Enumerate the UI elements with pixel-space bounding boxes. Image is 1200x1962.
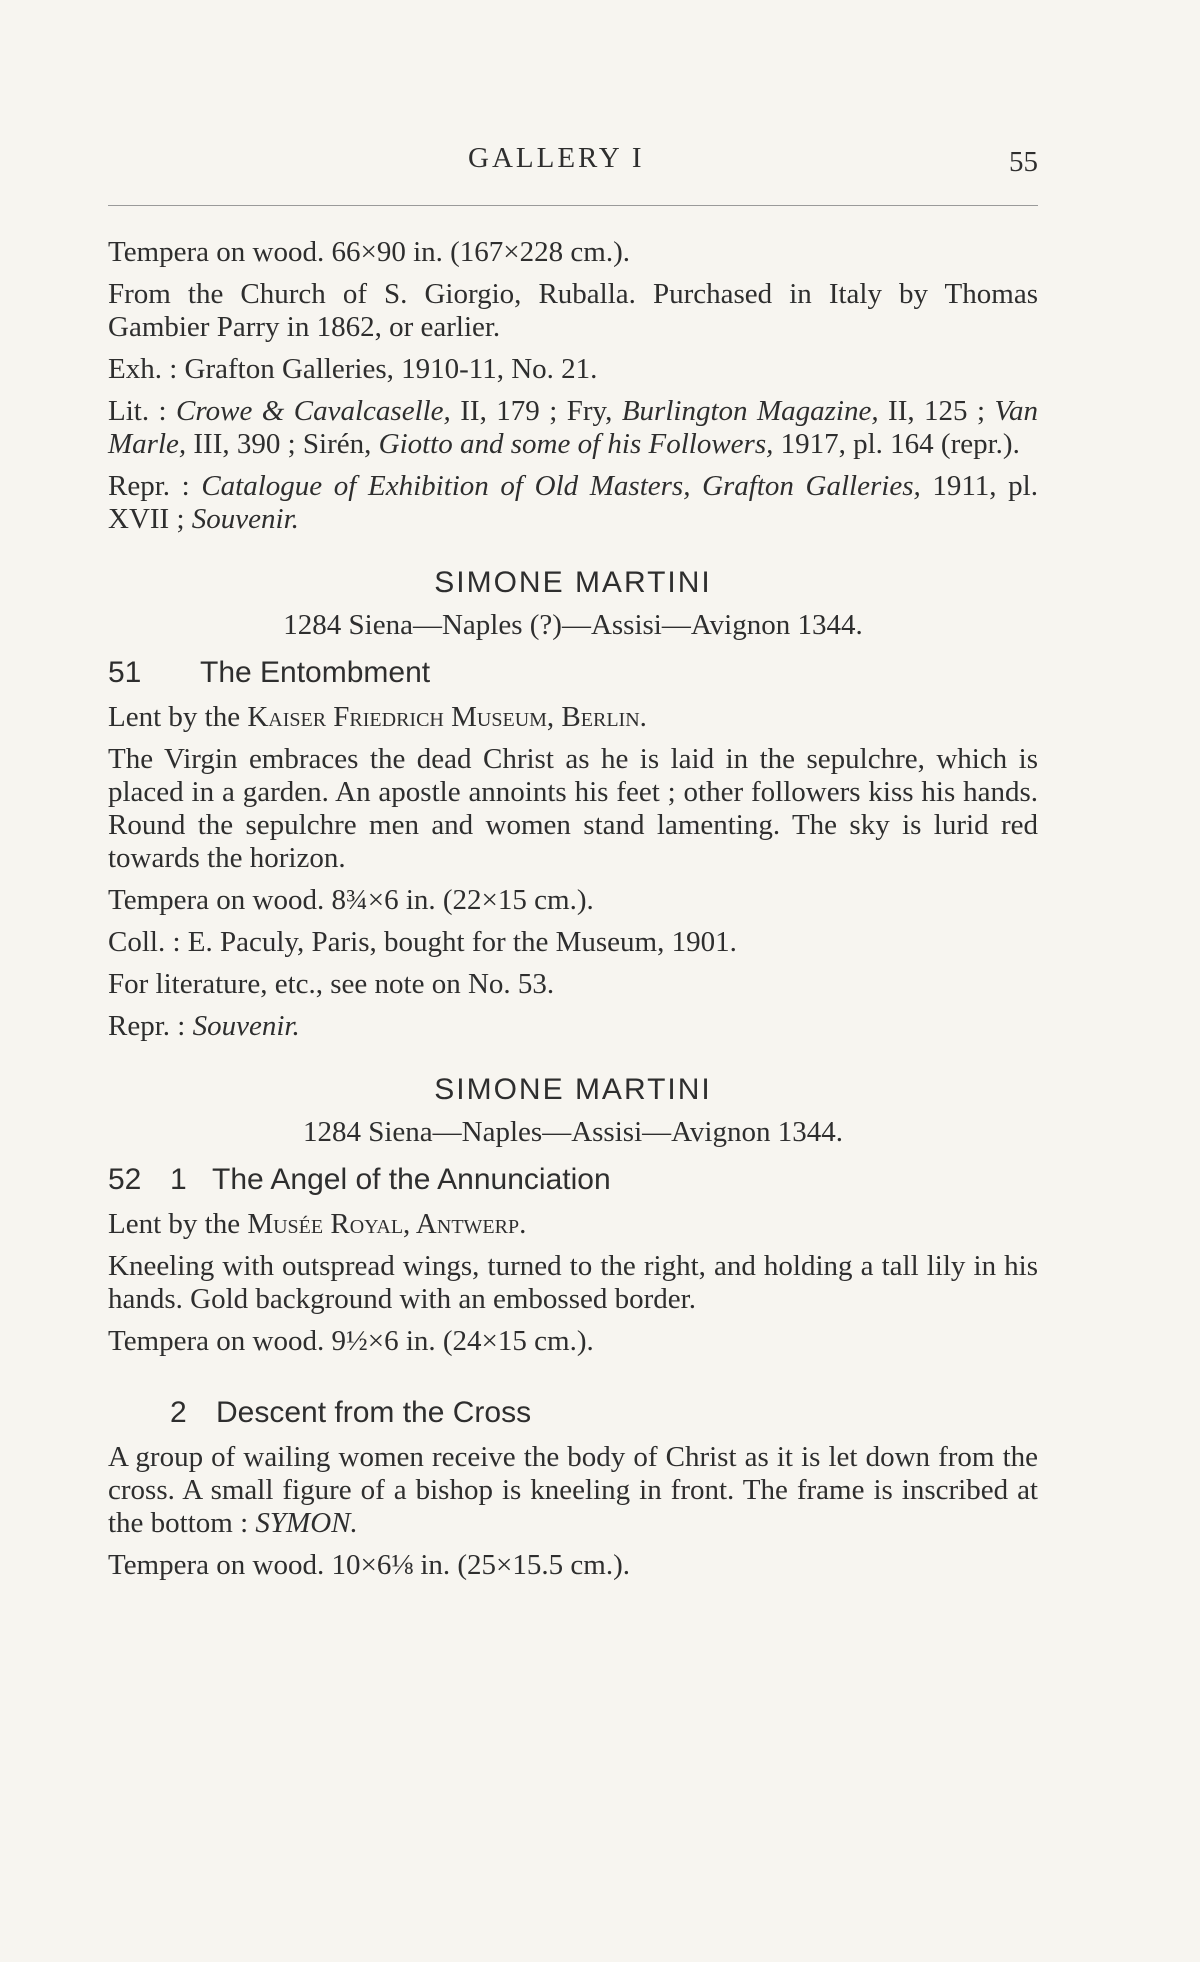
work-number: 51 bbox=[108, 656, 142, 689]
literature-51: For literature, etc., see note on No. 53. bbox=[108, 968, 555, 1000]
description-52-2: A group of wailing women receive the body of Christ as it is let down from the cross. A small figure of a bishop is kneeling in front. The frame is inscribed at the bottom : SYMON. bbox=[108, 1441, 1038, 1539]
work-heading-52-1 bbox=[108, 1163, 1038, 1196]
work-heading-51 bbox=[108, 656, 1038, 689]
prev-medium: Tempera on wood. 66×90 in. (167×228 cm.). bbox=[108, 236, 630, 268]
prev-reproduction: Repr. : Catalogue of Exhibition of Old Masters, Grafton Galleries, 1911, pl. XVII ; Souvenir. bbox=[108, 470, 1038, 535]
work-subnumber: 2 bbox=[170, 1396, 187, 1429]
prev-exhibition: Exh. : Grafton Galleries, 1910-11, No. 21. bbox=[108, 353, 598, 385]
work-number: 52 bbox=[108, 1163, 142, 1196]
medium-52-2: Tempera on wood. 10×6⅛ in. (25×15.5 cm.). bbox=[108, 1549, 630, 1581]
work-title: The Angel of the Annunciation bbox=[212, 1163, 611, 1196]
lender-52: Lent by the Musée Royal, Antwerp. bbox=[108, 1208, 527, 1240]
medium-52-1: Tempera on wood. 9½×6 in. (24×15 cm.). bbox=[108, 1325, 594, 1357]
description-52-1: Kneeling with outspread wings, turned to the right, and holding a tall lily in his hands. Gold background with an embossed border. bbox=[108, 1250, 1038, 1315]
running-title: GALLERY I bbox=[468, 142, 645, 174]
artist-heading-2: SIMONE MARTINI bbox=[434, 1073, 712, 1106]
description-51: The Virgin embraces the dead Christ as he is laid in the sepulchre, which is placed in a garden. An apostle annoints his feet ; other followers kiss his hands. Round the sepulchre men and women stand lamenting. The sky is lurid red towards the horizon. bbox=[108, 743, 1038, 874]
work-title: The Entombment bbox=[200, 656, 431, 689]
catalogue-text bbox=[108, 236, 1038, 1591]
running-header bbox=[108, 142, 1038, 182]
prev-provenance: From the Church of S. Giorgio, Ruballa. Purchased in Italy by Thomas Gambier Parry in 1862, or earlier. bbox=[108, 278, 1038, 343]
artist-dates-1: 1284 Siena—Naples (?)—Assisi—Avignon 1344. bbox=[283, 609, 863, 641]
work-subnumber: 1 bbox=[170, 1163, 187, 1196]
collection-51: Coll. : E. Paculy, Paris, bought for the Museum, 1901. bbox=[108, 926, 737, 958]
prev-literature: Lit. : Crowe & Cavalcaselle, II, 179 ; Fry, Burlington Magazine, II, 125 ; Van Marle, III, 390 ; Sirén, Giotto and some of his Followers, 1917, pl. 164 (repr.). bbox=[108, 395, 1039, 460]
lender-51: Lent by the Kaiser Friedrich Museum, Berlin. bbox=[108, 701, 647, 733]
artist-heading-1: SIMONE MARTINI bbox=[434, 566, 712, 599]
medium-51: Tempera on wood. 8¾×6 in. (22×15 cm.). bbox=[108, 884, 594, 916]
artist-dates-2: 1284 Siena—Naples—Assisi—Avignon 1344. bbox=[303, 1116, 843, 1148]
page-number: 55 bbox=[1009, 146, 1038, 178]
reproduction-51: Repr. : Souvenir. bbox=[108, 1010, 300, 1042]
header-rule bbox=[108, 205, 1038, 206]
work-title: Descent from the Cross bbox=[216, 1396, 532, 1429]
work-heading-52-2 bbox=[108, 1396, 1038, 1429]
